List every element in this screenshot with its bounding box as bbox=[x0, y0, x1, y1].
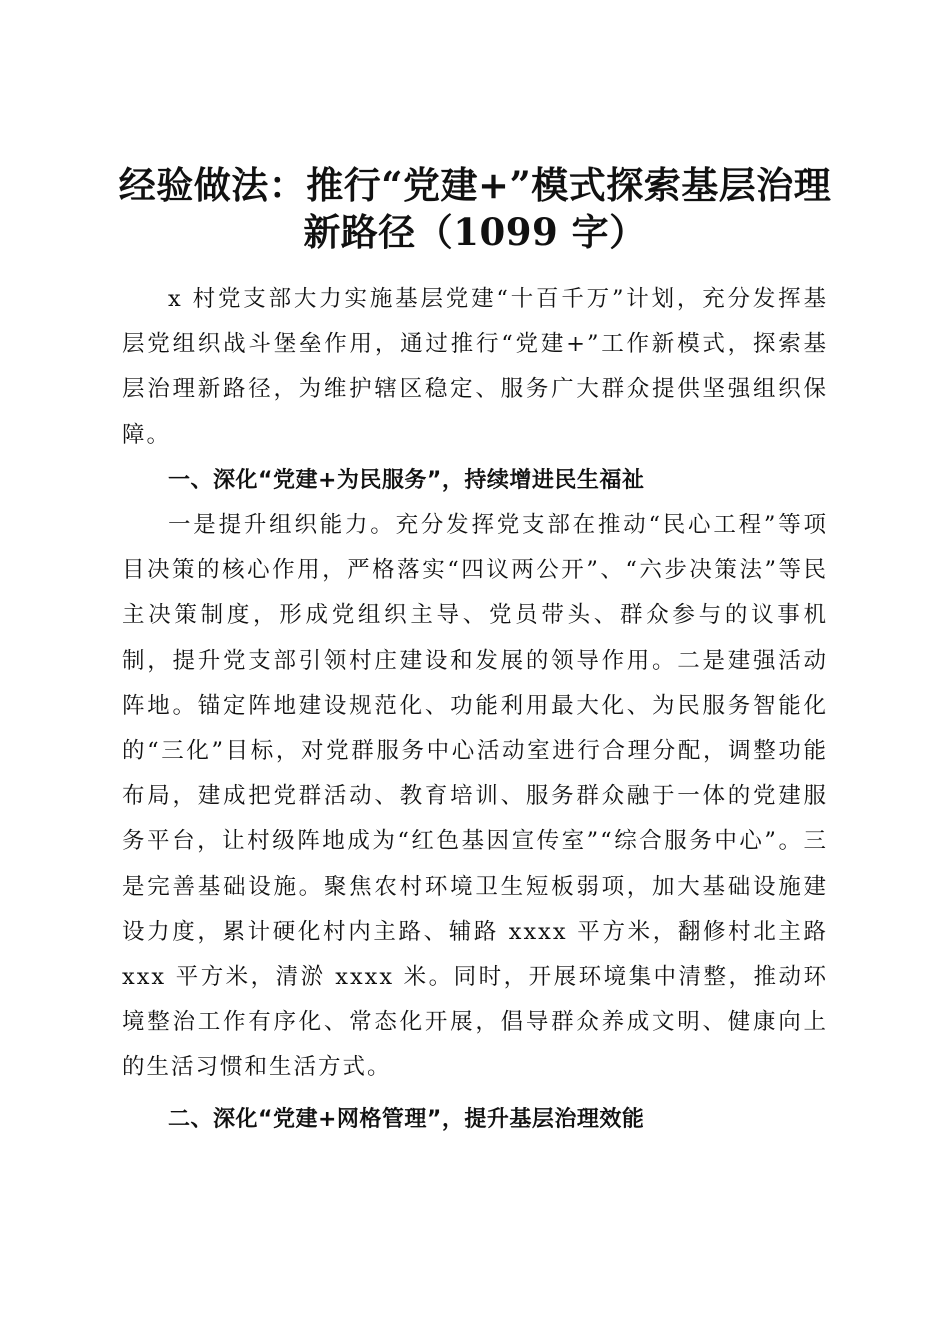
document-title bbox=[100, 162, 850, 256]
section-1-heading: 一、深化“党建+为民服务”，持续增进民生福祉 bbox=[168, 467, 645, 493]
section-2-heading: 二、深化“党建+网格管理”，提升基层治理效能 bbox=[168, 1106, 645, 1132]
intro-paragraph: x 村党支部大力实施基层党建“十百千万”计划，充分发挥基层党组织战斗堡垒作用，通过推行“党建+”工作新模式，探索基层治理新路径，为维护辖区稳定、服务广大群众提供坚强组织保障。 bbox=[122, 286, 828, 448]
document-body bbox=[122, 277, 828, 1142]
section-1-paragraph: 一是提升组织能力。充分发挥党支部在推动“民心工程”等项目决策的核心作用，严格落实“四议两公开”、“六步决策法”等民主决策制度，形成党组织主导、党员带头、群众参与的议事机制，提升党支部引领村庄建设和发展的领导作用。二是建强活动阵地。锚定阵地建设规范化、功能利用最大化、为民服务智能化的“三化”目标，对党群服务中心活动室进行合理分配，调整功能布局，建成把党群活动、教育培训、服务群众融于一体的党建服务平台，让村级阵地成为“红色基因宣传室”“综合服务中心”。三是完善基础设施。聚焦农村环境卫生短板弱项，加大基础设施建设力度，累计硬化村内主路、辅路 xxxx 平方米，翻修村北主路 xxx 平方米，清淤 xxxx 米。同时，开展环境集中清整，推动环境整治工作有序化、常态化开展，倡导群众养成文明、健康向上的生活习惯和生活方式。 bbox=[122, 512, 828, 1081]
title-line-1: 经验做法：推行“党建+”模式探索基层治理 bbox=[118, 162, 832, 207]
title-line-2: 新路径（1099 字） bbox=[303, 209, 647, 254]
